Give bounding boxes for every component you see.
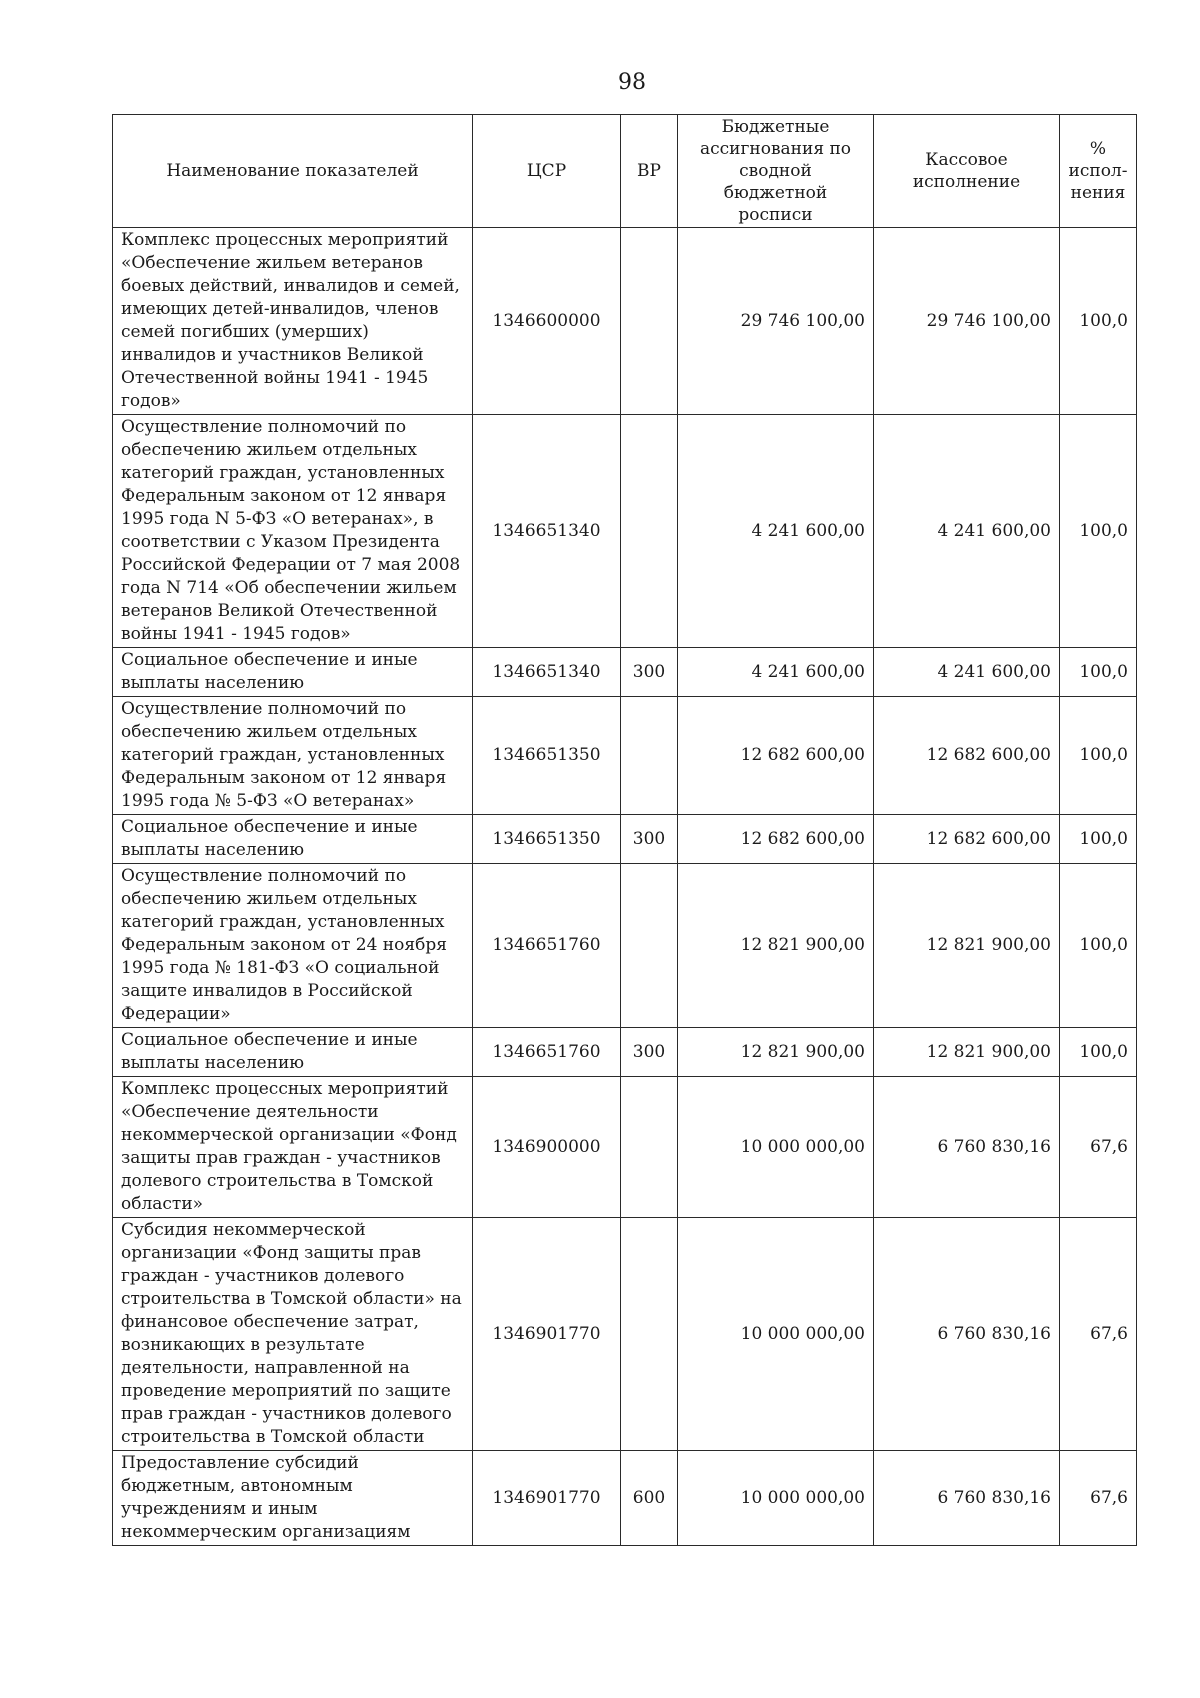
row-name: Комплекс процессных мероприятий «Обеспечение жильем ветеранов боевых действий, инвалидов и семей, имеющих детей-инвалидов, членов семей погибших (умерших) инвалидов и участников Великой Отечественной войны 1941 - 1945 годов» (113, 228, 473, 415)
row-assigned: 12 682 600,00 (678, 697, 874, 815)
row-executed: 29 746 100,00 (874, 228, 1060, 415)
row-executed: 12 682 600,00 (874, 815, 1060, 864)
row-executed: 12 682 600,00 (874, 697, 1060, 815)
row-percent: 100,0 (1060, 648, 1137, 697)
row-percent: 100,0 (1060, 415, 1137, 648)
row-executed: 6 760 830,16 (874, 1077, 1060, 1218)
row-vr (621, 697, 678, 815)
row-executed: 6 760 830,16 (874, 1451, 1060, 1546)
row-name: Осуществление полномочий по обеспечению жильем отдельных категорий граждан, установленных Федеральным законом от 12 января 1995 года № 5-ФЗ «О ветеранах» (113, 697, 473, 815)
row-assigned: 12 821 900,00 (678, 864, 874, 1028)
row-assigned: 12 682 600,00 (678, 815, 874, 864)
table-row (113, 228, 1137, 415)
table-row (113, 697, 1137, 815)
row-vr: 600 (621, 1451, 678, 1546)
row-executed: 12 821 900,00 (874, 864, 1060, 1028)
row-name: Социальное обеспечение и иные выплаты населению (113, 1028, 473, 1077)
row-percent: 100,0 (1060, 815, 1137, 864)
table-row (113, 648, 1137, 697)
row-assigned: 4 241 600,00 (678, 648, 874, 697)
table-row (113, 1218, 1137, 1451)
row-name: Социальное обеспечение и иные выплаты населению (113, 815, 473, 864)
row-percent: 67,6 (1060, 1077, 1137, 1218)
table-row (113, 1451, 1137, 1546)
row-csr: 1346651340 (473, 415, 621, 648)
table-header (113, 115, 1137, 228)
header-assigned: Бюджетные ассигнования по сводной бюджетной росписи (678, 115, 874, 228)
row-assigned: 29 746 100,00 (678, 228, 874, 415)
row-csr: 1346651760 (473, 1028, 621, 1077)
table-row (113, 1028, 1137, 1077)
row-percent: 100,0 (1060, 1028, 1137, 1077)
row-assigned: 10 000 000,00 (678, 1218, 874, 1451)
row-percent: 67,6 (1060, 1451, 1137, 1546)
row-vr: 300 (621, 815, 678, 864)
row-assigned: 10 000 000,00 (678, 1451, 874, 1546)
row-vr: 300 (621, 1028, 678, 1077)
row-name: Социальное обеспечение и иные выплаты населению (113, 648, 473, 697)
row-name: Осуществление полномочий по обеспечению жильем отдельных категорий граждан, установленных Федеральным законом от 12 января 1995 года N 5-ФЗ «О ветеранах», в соответствии с Указом Президента Российской Федерации от 7 мая 2008 года N 714 «Об обеспечении жильем ветеранов Великой Отечественной войны 1941 - 1945 годов» (113, 415, 473, 648)
row-vr (621, 1077, 678, 1218)
row-csr: 1346900000 (473, 1077, 621, 1218)
header-csr: ЦСР (473, 115, 621, 228)
row-assigned: 12 821 900,00 (678, 1028, 874, 1077)
row-vr (621, 228, 678, 415)
row-percent: 67,6 (1060, 1218, 1137, 1451)
row-csr: 1346651350 (473, 697, 621, 815)
row-executed: 12 821 900,00 (874, 1028, 1060, 1077)
table-row (113, 864, 1137, 1028)
row-executed: 4 241 600,00 (874, 415, 1060, 648)
row-csr: 1346600000 (473, 228, 621, 415)
row-percent: 100,0 (1060, 228, 1137, 415)
row-csr: 1346901770 (473, 1451, 621, 1546)
table-row (113, 815, 1137, 864)
row-name: Осуществление полномочий по обеспечению жильем отдельных категорий граждан, установленных Федеральным законом от 24 ноября 1995 года № 181-ФЗ «О социальной защите инвалидов в Российской Федерации» (113, 864, 473, 1028)
row-assigned: 10 000 000,00 (678, 1077, 874, 1218)
row-name: Субсидия некоммерческой организации «Фонд защиты прав граждан - участников долевого строительства в Томской области» на финансовое обеспечение затрат, возникающих в результате деятельности, направленной на проведение мероприятий по защите прав граждан - участников долевого строительства в Томской области (113, 1218, 473, 1451)
row-executed: 4 241 600,00 (874, 648, 1060, 697)
table-row (113, 1077, 1137, 1218)
row-vr (621, 864, 678, 1028)
row-csr: 1346651760 (473, 864, 621, 1028)
row-percent: 100,0 (1060, 864, 1137, 1028)
header-executed: Кассовое исполнение (874, 115, 1060, 228)
row-csr: 1346901770 (473, 1218, 621, 1451)
row-csr: 1346651350 (473, 815, 621, 864)
row-vr (621, 1218, 678, 1451)
row-vr: 300 (621, 648, 678, 697)
row-percent: 100,0 (1060, 697, 1137, 815)
table-body (113, 228, 1137, 1546)
header-name: Наименование показателей (113, 115, 473, 228)
row-executed: 6 760 830,16 (874, 1218, 1060, 1451)
row-csr: 1346651340 (473, 648, 621, 697)
budget-execution-table (112, 114, 1137, 1546)
row-name: Предоставление субсидий бюджетным, автономным учреждениям и иным некоммерческим организациям (113, 1451, 473, 1546)
table-row (113, 415, 1137, 648)
header-percent: % испол-нения (1060, 115, 1137, 228)
row-vr (621, 415, 678, 648)
row-assigned: 4 241 600,00 (678, 415, 874, 648)
header-vr: ВР (621, 115, 678, 228)
row-name: Комплекс процессных мероприятий «Обеспечение деятельности некоммерческой организации «Фонд защиты прав граждан - участников долевого строительства в Томской области» (113, 1077, 473, 1218)
page-number: 98 (618, 70, 646, 95)
